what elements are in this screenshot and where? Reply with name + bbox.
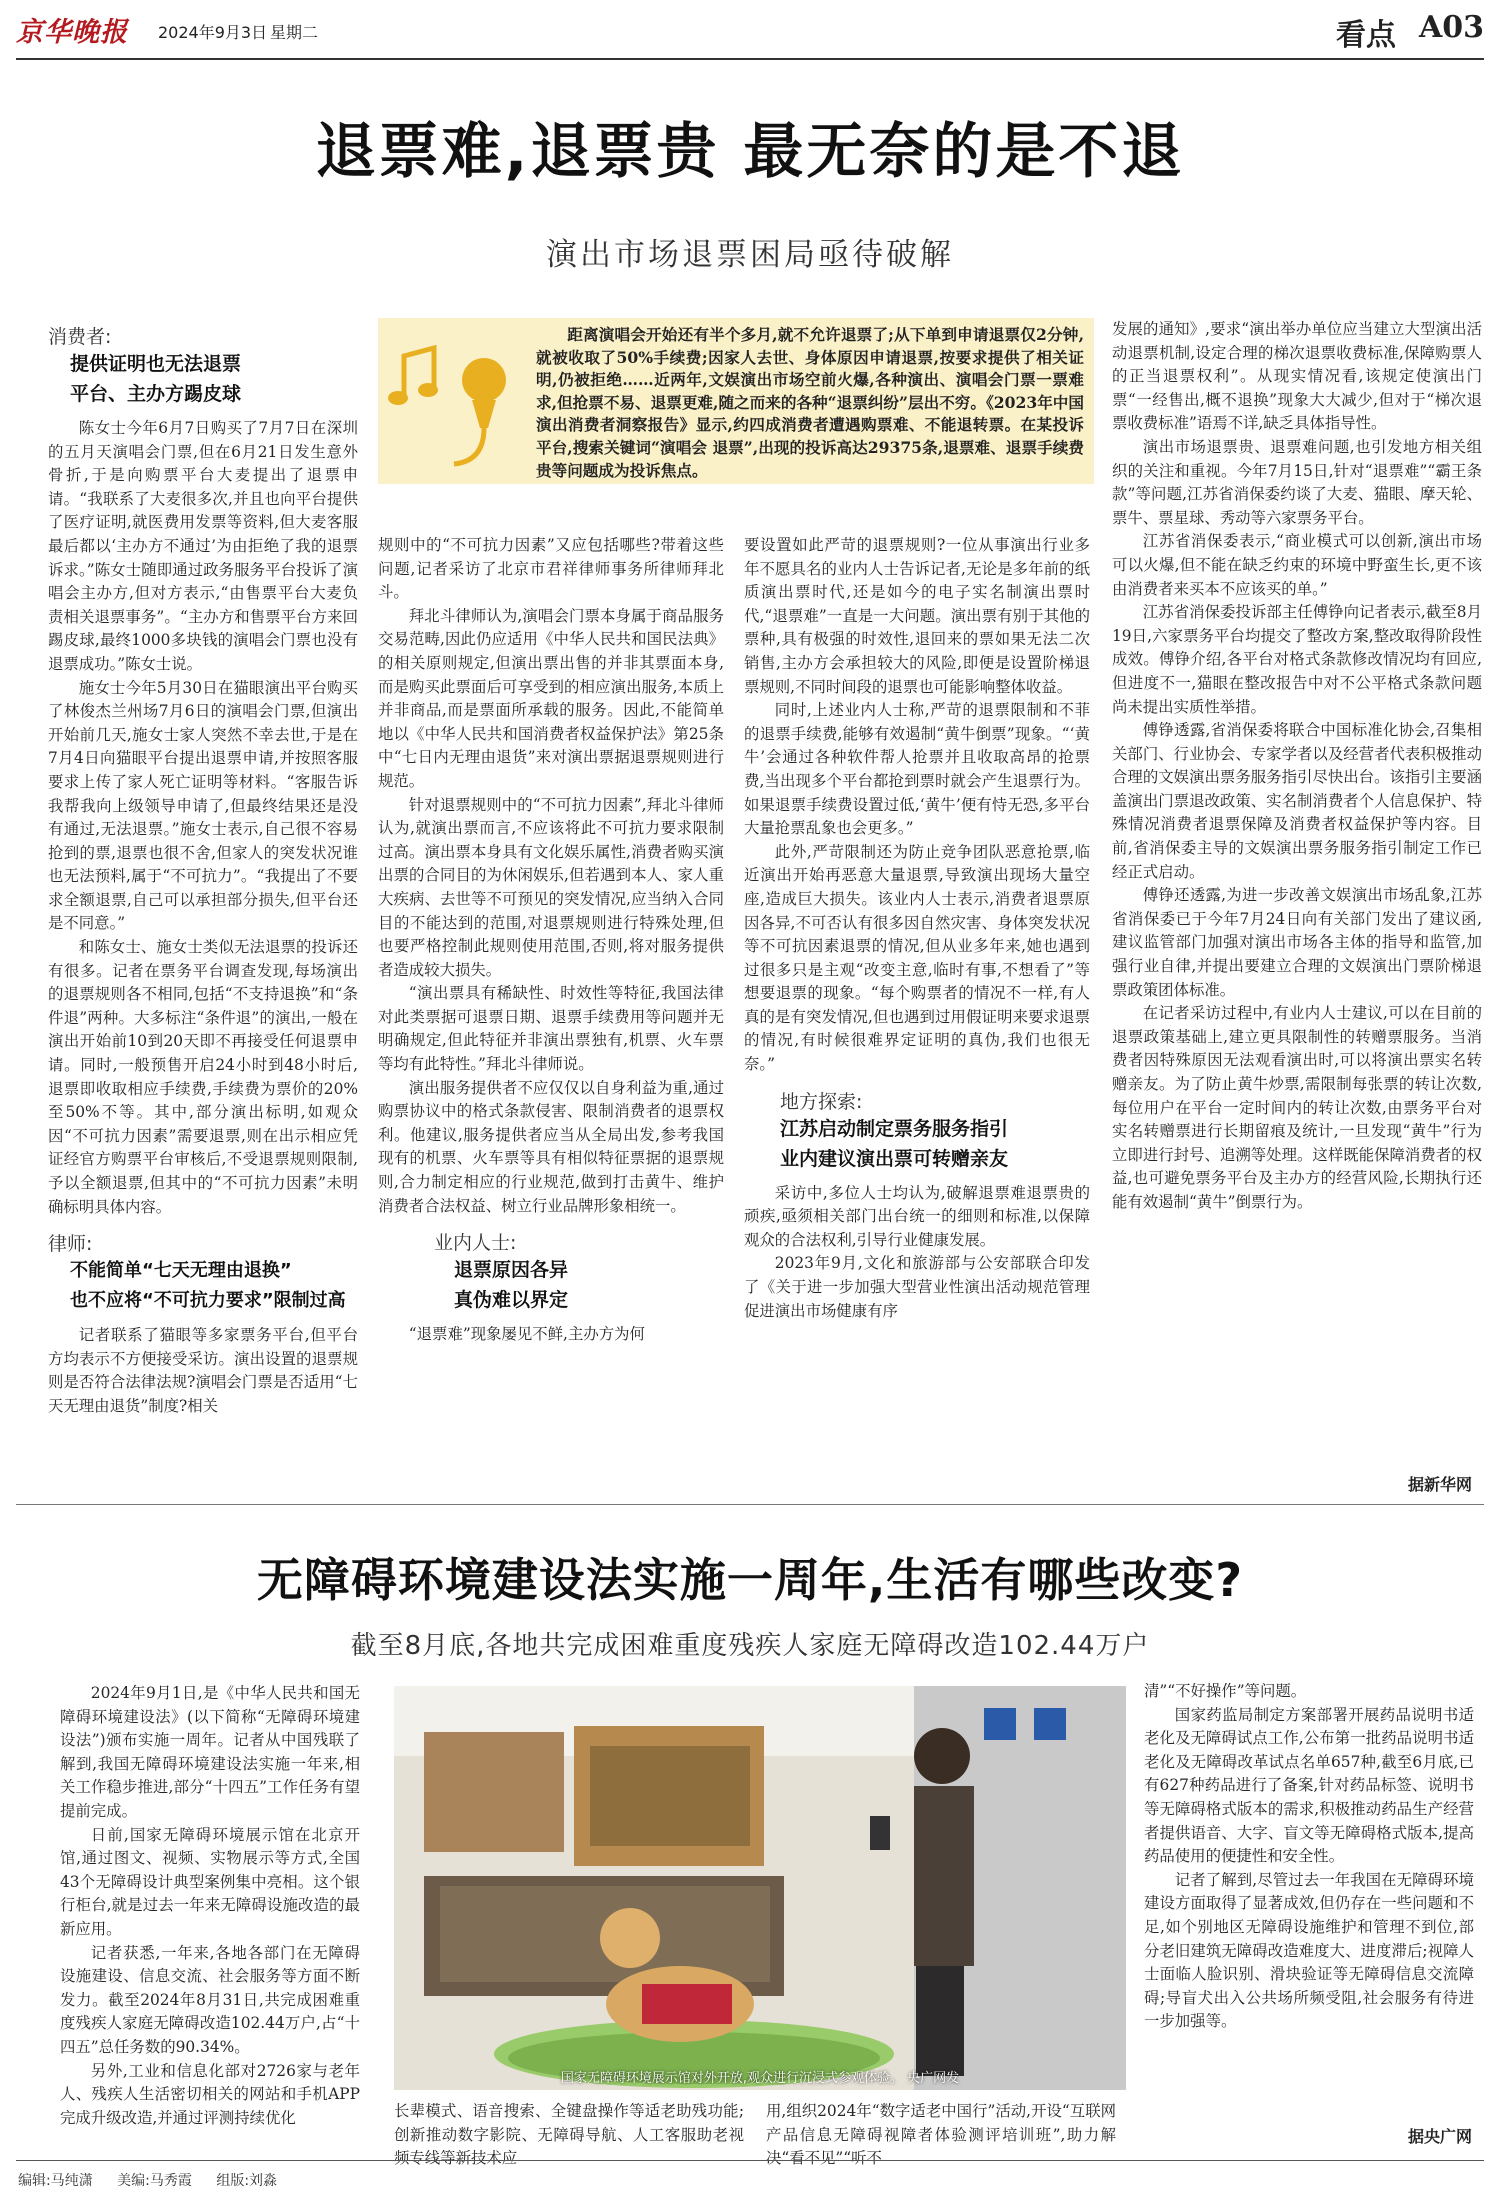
paragraph: 傅铮还透露,为进一步改善文娱演出市场乱象,江苏省消保委已于今年7月24日向有关部门发出了建议函,建议监管部门加强对演出市场各主体的指导和监管,加强行业自律,并提出要建立合理的文娱演出门票阶梯退票政策团体标准。 — [1112, 886, 1482, 999]
paragraph: 演出服务提供者不应仅仅以自身利益为重,通过购票协议中的格式条款侵害、限制消费者的退票权利。他建议,服务提供者应当从全局出发,参考我国现有的机票、火车票等具有相似特征票据的退票规则,合力制定相应的行业规范,做到打击黄牛、维护消费者合法权益、树立行业品牌形象相统一。 — [378, 1078, 724, 1215]
paragraph: 用,组织2024年“数字适老中国行”活动,开设“互联网产品信息无障碍视障者体验测评培训班”,助力解决“看不见”“听不 — [766, 2102, 1116, 2168]
article1-source: 据新华网 — [1407, 1475, 1472, 1494]
header-divider — [16, 58, 1484, 60]
article2-column-left — [60, 1682, 360, 2156]
paragraph: 发展的通知》,要求“演出举办单位应当建立大型演出活动退票机制,设定合理的梯次退票收费标准,保障购票人的正当退票权利”。从现实情况看,该规定使演出门票“一经售出,概不退换”现象大大减少,但对于“梯次退票收费标准”语焉不详,缺乏具体指导性。 — [1112, 320, 1482, 433]
paragraph: 傅铮透露,省消保委将联合中国标准化协会,召集相关部门、行业协会、专家学者以及经营者代表积极推动合理的文娱演出票务服务指引尽快出台。该指引主要涵盖演出门票退改政策、实名制消费者个人信息保护、特殊情况消费者退票保障及消费者权益保护等内容。目前,省消保委主导的文娱演出票务服务指引制定工作已经正式启动。 — [1112, 721, 1482, 881]
footer-designer: 美编:马秀霞 — [117, 2173, 192, 2189]
paragraph: 针对退票规则中的“不可抗力因素”,拜北斗律师认为,就演出票而言,不应该将此不可抗力要求限制过高。演出票本身具有文化娱乐属性,消费者购买演出票的合同目的为休闲娱乐,但若遇到本人、家人重大疾病、去世等不可预见的突发情况,应当纳入合同目的不能达到的范围,对退票规则进行特殊处理,但也要严格控制此规则使用范围,否则,将对服务提供者造成较大损失。 — [378, 795, 724, 979]
subhead-consumer-line2: 平台、主办方踢皮球 — [70, 383, 242, 405]
footer-divider — [16, 2160, 1484, 2161]
section-name: 看点 — [1336, 18, 1396, 53]
subhead-insider-line2: 真伪难以界定 — [454, 1289, 569, 1312]
page-number: A03 — [1418, 10, 1484, 45]
article1-subtitle: 演出市场退票困局亟待破解 — [546, 237, 954, 273]
paragraph: 同时,上述业内人士称,严苛的退票限制和不菲的退票手续费,能够有效遏制“黄牛倒票”现象。“‘黄牛’会通过各种软件帮人抢票并且收取高昂的抢票费,当出现多个平台都抢到票时就会产生退票行为。如果退票手续费设置过低,‘黄牛’便有恃无恐,多平台大量抢票乱象也会更多。” — [744, 701, 1090, 838]
footer-credits — [18, 2170, 277, 2190]
subhead-local-line2: 业内建议演出票可转赠亲友 — [780, 1147, 1009, 1170]
article1-column-3 — [744, 534, 1090, 1480]
footer-editor: 编辑:马纯潇 — [18, 2173, 93, 2189]
masthead — [16, 6, 1484, 54]
subhead-insider-label: 业内人士: — [434, 1232, 517, 1255]
paragraph: 拜北斗律师认为,演唱会门票本身属于商品服务交易范畴,因此仍应适用《中华人民共和国民法典》的相关原则规定,但演出票出售的并非其票面本身,而是购买此票面后可享受到的相应演出服务,本质上并非商品,而是票面所承载的服务。因此,不能简单地以《中华人民共和国消费者权益保护法》第25条中“七日内无理由退货”来对演出票据退票规则进行规范。 — [378, 606, 724, 790]
subhead-lawyer-line1: 不能简单“七天无理由退换” — [70, 1260, 292, 1282]
paragraph: 江苏省消保委表示,“商业模式可以创新,演出市场可以火爆,但不能在缺乏约束的环境中野蛮生长,更不该由消费者来买本不应该买的单。” — [1112, 532, 1482, 598]
paragraph: 采访中,多位人士均认为,破解退票难退票贵的顽疾,亟须相关部门出台统一的细则和标准,以保障观众的合法权利,引导行业健康发展。 — [744, 1183, 1090, 1249]
paragraph: 2023年9月,文化和旅游部与公安部联合印发了《关于进一步加强大型营业性演出活动规范管理促进演出市场健康有序 — [744, 1254, 1090, 1320]
news-photo — [394, 1686, 1126, 2090]
article2-source: 据央广网 — [1407, 2127, 1472, 2146]
paragraph: 记者获悉,一年来,各地各部门在无障碍设施建设、信息交流、社会服务等方面不断发力。截至2024年8月31日,共完成困难重度残疾人家庭无障碍改造102.44万户,占“十四五”总任务数的90.34%。 — [60, 1943, 360, 2056]
paragraph: 2024年9月1日,是《中华人民共和国无障碍环境建设法》(以下简称“无障碍环境建设法”)颁布实施一周年。记者从中国残联了解到,我国无障碍环境建设法实施一年来,相关工作稳步推进,部分“十四五”工作任务有望提前完成。 — [60, 1684, 360, 1820]
microphone-music-icon — [384, 336, 534, 471]
article2-subtitle: 截至8月底,各地共完成困难重度残疾人家庭无障碍改造102.44万户 — [350, 1631, 1150, 1661]
paragraph: 此外,严苛限制还为防止竞争团队恶意抢票,临近演出开始再恶意大量退票,导致演出现场大量空座,造成巨大损失。该业内人士表示,消费者退票原因各异,不可否认有很多因自然灾害、身体突发状况等不可抗因素退票的情况,但从业多年来,她也遇到过很多只是主观“改变主意,临时有事,不想看了”等想要退票的现象。“每个购票者的情况不一样,有人真的是有突发情况,但也遇到过用假证明来要求退票的情况,有时候很难界定证明的真伪,我们也很无奈。” — [744, 842, 1090, 1074]
subhead-consumer-line1: 提供证明也无法退票 — [70, 353, 242, 375]
photo-caption: 国家无障碍环境展示馆对外开放,观众进行沉浸式参观体验。 央广网发 — [560, 2071, 960, 2086]
paragraph: “退票难”现象屡见不鲜,主办方为何 — [408, 1325, 645, 1344]
subhead-lawyer-line2: 也不应将“不可抗力要求”限制过高 — [70, 1290, 346, 1312]
paragraph: 长辈模式、语音搜索、全键盘操作等适老助残功能;创新推动数字影院、无障碍导航、人工客服助老视频专线等新技术应 — [394, 2102, 744, 2168]
article1-column-1 — [48, 322, 358, 1480]
issue-date: 2024年9月3日 — [158, 23, 268, 42]
footer-proof: 组版:刘淼 — [216, 2173, 278, 2189]
article2-title: 无障碍环境建设法实施一周年,生活有哪些改变? — [256, 1553, 1244, 1607]
paragraph: 要设置如此严苛的退票规则?一位从事演出行业多年不愿具名的业内人士告诉记者,无论是多年前的纸质演出票时代,还是如今的电子实名制演出票时代,“退票难”一直是一大问题。演出票有别于其他的票种,具有极强的时效性,退回来的票如果无法二次销售,主办方会承担较大的风险,即便是设置阶梯退票规则,不同时间段的退票也可能影响整体收益。 — [744, 536, 1090, 696]
issue-weekday: 星期二 — [270, 23, 319, 42]
lead-box — [378, 318, 1094, 484]
paragraph: 施女士今年5月30日在猫眼演出平台购买了林俊杰兰州场7月6日的演唱会门票,但演出开始前几天,施女士家人突然不幸去世,于是在7月4日向猫眼平台提出退票申请,并按照客服要求上传了家人死亡证明等材料。“客服告诉我帮我向上级领导申请了,但最终结果还是没有通过,无法退票。”施女士表示,自己很不容易抢到的票,退票也很不舍,但家人的突发状况谁也无法预料,属于“不可抗力”。“我提出了不要求全额退票,自己可以承担部分损失,但平台还是不同意。” — [48, 678, 358, 933]
paragraph: 日前,国家无障碍环境展示馆在北京开馆,通过图文、视频、实物展示等方式,全国43个无障碍设计典型案例集中亮相。这个银行柜台,就是过去一年来无障碍设施改造的最新应用。 — [60, 1825, 360, 1938]
paragraph: 演出市场退票贵、退票难问题,也引发地方相关组织的关注和重视。今年7月15日,针对“退票难”“霸王条款”等问题,江苏省消保委约谈了大麦、猫眼、摩天轮、票牛、票星球、秀动等六家票务平台。 — [1112, 437, 1482, 527]
paragraph: 记者联系了猫眼等多家票务平台,但平台方均表示不方便接受采访。演出设置的退票规则是否符合法律法规?演唱会门票是否适用“七天无理由退货”制度?相关 — [48, 1326, 358, 1415]
paragraph: 另外,工业和信息化部对2726家与老年人、残疾人生活密切相关的网站和手机APP完成升级改造,并通过评测持续优化 — [60, 2061, 360, 2127]
paragraph: 规则中的“不可抗力因素”又应包括哪些?带着这些问题,记者采访了北京市君祥律师事务所律师拜北斗。 — [378, 536, 724, 602]
article-divider — [16, 1504, 1484, 1505]
article2-column-right — [1144, 1680, 1474, 2112]
subhead-insider-line1: 退票原因各异 — [454, 1259, 569, 1282]
paragraph: 清”“不好操作”等问题。 — [1144, 1682, 1307, 1700]
article2-column-mid-a — [394, 2100, 744, 2174]
subhead-lawyer-label: 律师: — [48, 1233, 93, 1256]
article1-column-4 — [1112, 318, 1482, 1458]
subhead-consumer-label: 消费者: — [48, 326, 112, 348]
article1-title: 退票难,退票贵 最无奈的是不退 — [315, 117, 1185, 187]
subhead-local-label: 地方探索: — [780, 1090, 863, 1113]
paragraph: 和陈女士、施女士类似无法退票的投诉还有很多。记者在票务平台调查发现,每场演出的退票规则各不相同,包括“不支持退换”和“条件退”两种。大多标注“条件退”的演出,一般在演出开始前10到20天即不再接受任何退票申请。同时,一般预售开启24小时到48小时后,退票即收取相应手续费,手续费为票价的20%至50%不等。其中,部分演出标明,如观众因“不可抗力因素”需要退票,则在出示相应凭证经官方购票平台审核后,不受退票规则限制,予以全额退票,但其中的“不可抗力因素”未明确标明具体内容。 — [48, 938, 358, 1216]
paragraph: 江苏省消保委投诉部主任傅铮向记者表示,截至8月19日,六家票务平台均提交了整改方案,整改取得阶段性成效。傅铮介绍,各平台对格式条款修改情况均有回应,但进度不一,猫眼在整改报告中对不公平格式条款问题尚未提出实质性举措。 — [1112, 603, 1482, 716]
exhibition-photo-illustration — [394, 1686, 1126, 2090]
paragraph: 陈女士今年6月7日购买了7月7日在深圳的五月天演唱会门票,但在6月21日发生意外骨折,于是向购票平台大麦提出了退票申请。“我联系了大麦很多次,并且也向平台提供了医疗证明,就医费用发票等资料,但大麦客服最后都以‘主办方不通过’为由拒绝了我的退票诉求。”陈女士随即通过政务服务平台投诉了演唱会主办方,但对方表示,“由售票平台大麦负责相关退票事务”。“主办方和售票平台方来回踢皮球,最终1000多块钱的演唱会门票也没有退票成功。”陈女士说。 — [48, 419, 358, 673]
paragraph: “演出票具有稀缺性、时效性等特征,我国法律对此类票据可退票日期、退票手续费用等问题并无明确规定,但此特征并非演出票独有,机票、火车票等均有此特性。”拜北斗律师说。 — [378, 984, 724, 1074]
subhead-local-line1: 江苏启动制定票务服务指引 — [780, 1117, 1009, 1140]
paragraph: 记者了解到,尽管过去一年我国在无障碍环境建设方面取得了显著成效,但仍存在一些问题和不足,如个别地区无障碍设施维护和管理不到位,部分老旧建筑无障碍改造难度大、进度滞后;视障人士面临人脸识别、滑块验证等无障碍信息交流障碍;导盲犬出入公共场所频受阻,社会服务有待进一步加强等。 — [1144, 1870, 1474, 2031]
newspaper-logo: 京华晚报 — [16, 17, 128, 48]
article1-column-2 — [378, 534, 724, 1480]
paragraph: 在记者采访过程中,有业内人士建议,可以在目前的退票政策基础上,建立更具限制性的转赠票服务。当消费者因特殊原因无法观看演出时,可以将演出票实名转赠亲友。为了防止黄牛炒票,需限制每张票的转让次数,每位用户在平台一定时间内的转让次数,由票务平台对实名转赠票进行长期留痕及统计,一旦发现“黄牛”行为立即进行封号、追溯等处理。这样既能保障消费者的权益,也可避免票务平台及主办方的经营风险,长期执行还能有效遏制“黄牛”倒票行为。 — [1112, 1004, 1482, 1211]
lead-text: 距离演唱会开始还有半个多月,就不允许退票了;从下单到申请退票仅2分钟,就被收取了50%手续费;因家人去世、身体原因申请退票,按要求提供了相关证明,仍被拒绝……近两年,文娱演出市场空前火爆,各种演出、演唱会门票一票难求,但抢票不易、退票更难,随之而来的各种“退票纠纷”层出不穷。《2023年中国演出消费者洞察报告》显示,约四成消费者遭遇购票难、不能退转票。在某投诉平台,搜索关键词“演唱会 退票”,出现的投诉高达29375条,退票难、退票手续费贵等问题成为投诉焦点。 — [536, 325, 1084, 480]
article2-column-mid-b — [766, 2100, 1116, 2174]
paragraph: 国家药监局制定方案部署开展药品说明书适老化及无障碍试点工作,公布第一批药品说明书适老化及无障碍改革试点名单657种,截至6月底,已有627种药品进行了备案,针对药品标签、说明书等无障碍格式版本的需求,积极推动药品生产经营者提供语音、大字、盲文等无障碍格式版本,提高药品使用的便捷性和安全性。 — [1144, 1705, 1474, 1866]
